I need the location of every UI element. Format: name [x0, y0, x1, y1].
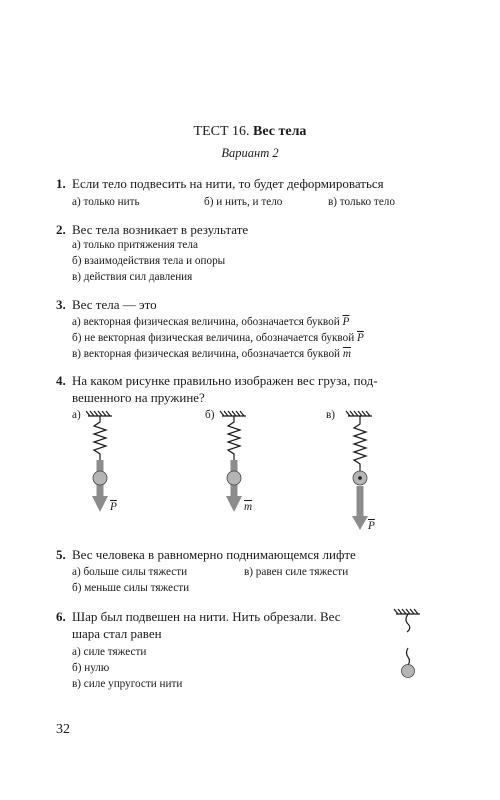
question-4 [56, 372, 378, 406]
q5-option-b: б) меньше силы тяжести [72, 582, 190, 594]
figure-a-label: а) [72, 409, 81, 421]
variant-label: Вариант 2 [221, 146, 279, 160]
option-text: в) векторная физическая величина, обозначается буквой [72, 348, 341, 360]
figure-a-vector-label: $\overline{P}$ [110, 501, 117, 513]
q6-option-b: б) нулю [72, 662, 110, 674]
q2-option-a: а) только притяжения тела [72, 239, 198, 251]
question-5 [56, 546, 356, 563]
symbol-m: $\overline{m}$ [342, 348, 351, 360]
question-text-line-1: Шар был подвешен на нити. Нить обрезали. Вес [72, 609, 341, 624]
figure-b-vector-label: $\overline{m}$ [244, 501, 253, 513]
question-number: 3. [56, 297, 66, 312]
question-number: 6. [56, 609, 66, 624]
question-number: 2. [56, 222, 66, 237]
symbol-p: $\overline{P}$ [357, 332, 364, 344]
question-number: 4. [56, 373, 66, 388]
test-title [0, 124, 500, 140]
figure-a-spring-diagram [80, 412, 130, 522]
question-text-line-2: шара стал равен [72, 626, 162, 641]
q3-option-c [72, 347, 351, 362]
question-text: Вес человека в равномерно поднимающемся лифте [72, 547, 356, 562]
symbol-p: $\overline{P}$ [342, 316, 350, 328]
question-2 [56, 221, 248, 238]
question-6 [56, 608, 341, 642]
figure-c-label: в) [326, 409, 336, 421]
q1-option-b: б) и нить, и тело [204, 196, 283, 208]
question-number: 1. [56, 176, 66, 191]
question-text: Если тело подвесить на нити, то будет деформироваться [72, 176, 384, 191]
q1-option-a: а) только нить [72, 196, 140, 208]
figure-b-spring-diagram [214, 412, 264, 522]
question-text-line-2: вешенного на пружине? [72, 390, 205, 405]
page-number: 32 [56, 722, 70, 737]
question-3 [56, 296, 157, 313]
question-text-line-1: На каком рисунке правильно изображен вес груза, под- [72, 373, 378, 388]
question-text: Вес тела возникает в результате [72, 222, 249, 237]
q6-option-c: в) силе упругости нити [72, 678, 183, 690]
test-name: Вес тела [253, 124, 307, 139]
q2-option-c: в) действия сил давления [72, 271, 193, 283]
q1-option-c: в) только тело [328, 196, 395, 208]
q5-option-a: а) больше силы тяжести [72, 566, 188, 578]
q3-option-b [72, 331, 364, 346]
q6-option-a: а) силе тяжести [72, 646, 147, 658]
question-number: 5. [56, 547, 66, 562]
question-text: Вес тела — это [72, 297, 157, 312]
option-text: б) не векторная физическая величина, обозначается буквой [72, 332, 355, 344]
figure-b-label: б) [205, 409, 215, 421]
q2-option-b: б) взаимодействия тела и опоры [72, 255, 226, 267]
figure-c-vector-label: $\overline{P}$ [368, 520, 375, 532]
figure-c-spring-diagram [340, 412, 390, 537]
test-prefix: ТЕСТ 16. [193, 124, 250, 139]
cut-thread-ball-diagram [390, 608, 430, 683]
q3-option-a [72, 315, 349, 330]
option-text: а) векторная физическая величина, обозначается буквой [72, 316, 340, 328]
question-1 [56, 175, 384, 192]
q5-option-c: в) равен силе тяжести [244, 566, 349, 578]
